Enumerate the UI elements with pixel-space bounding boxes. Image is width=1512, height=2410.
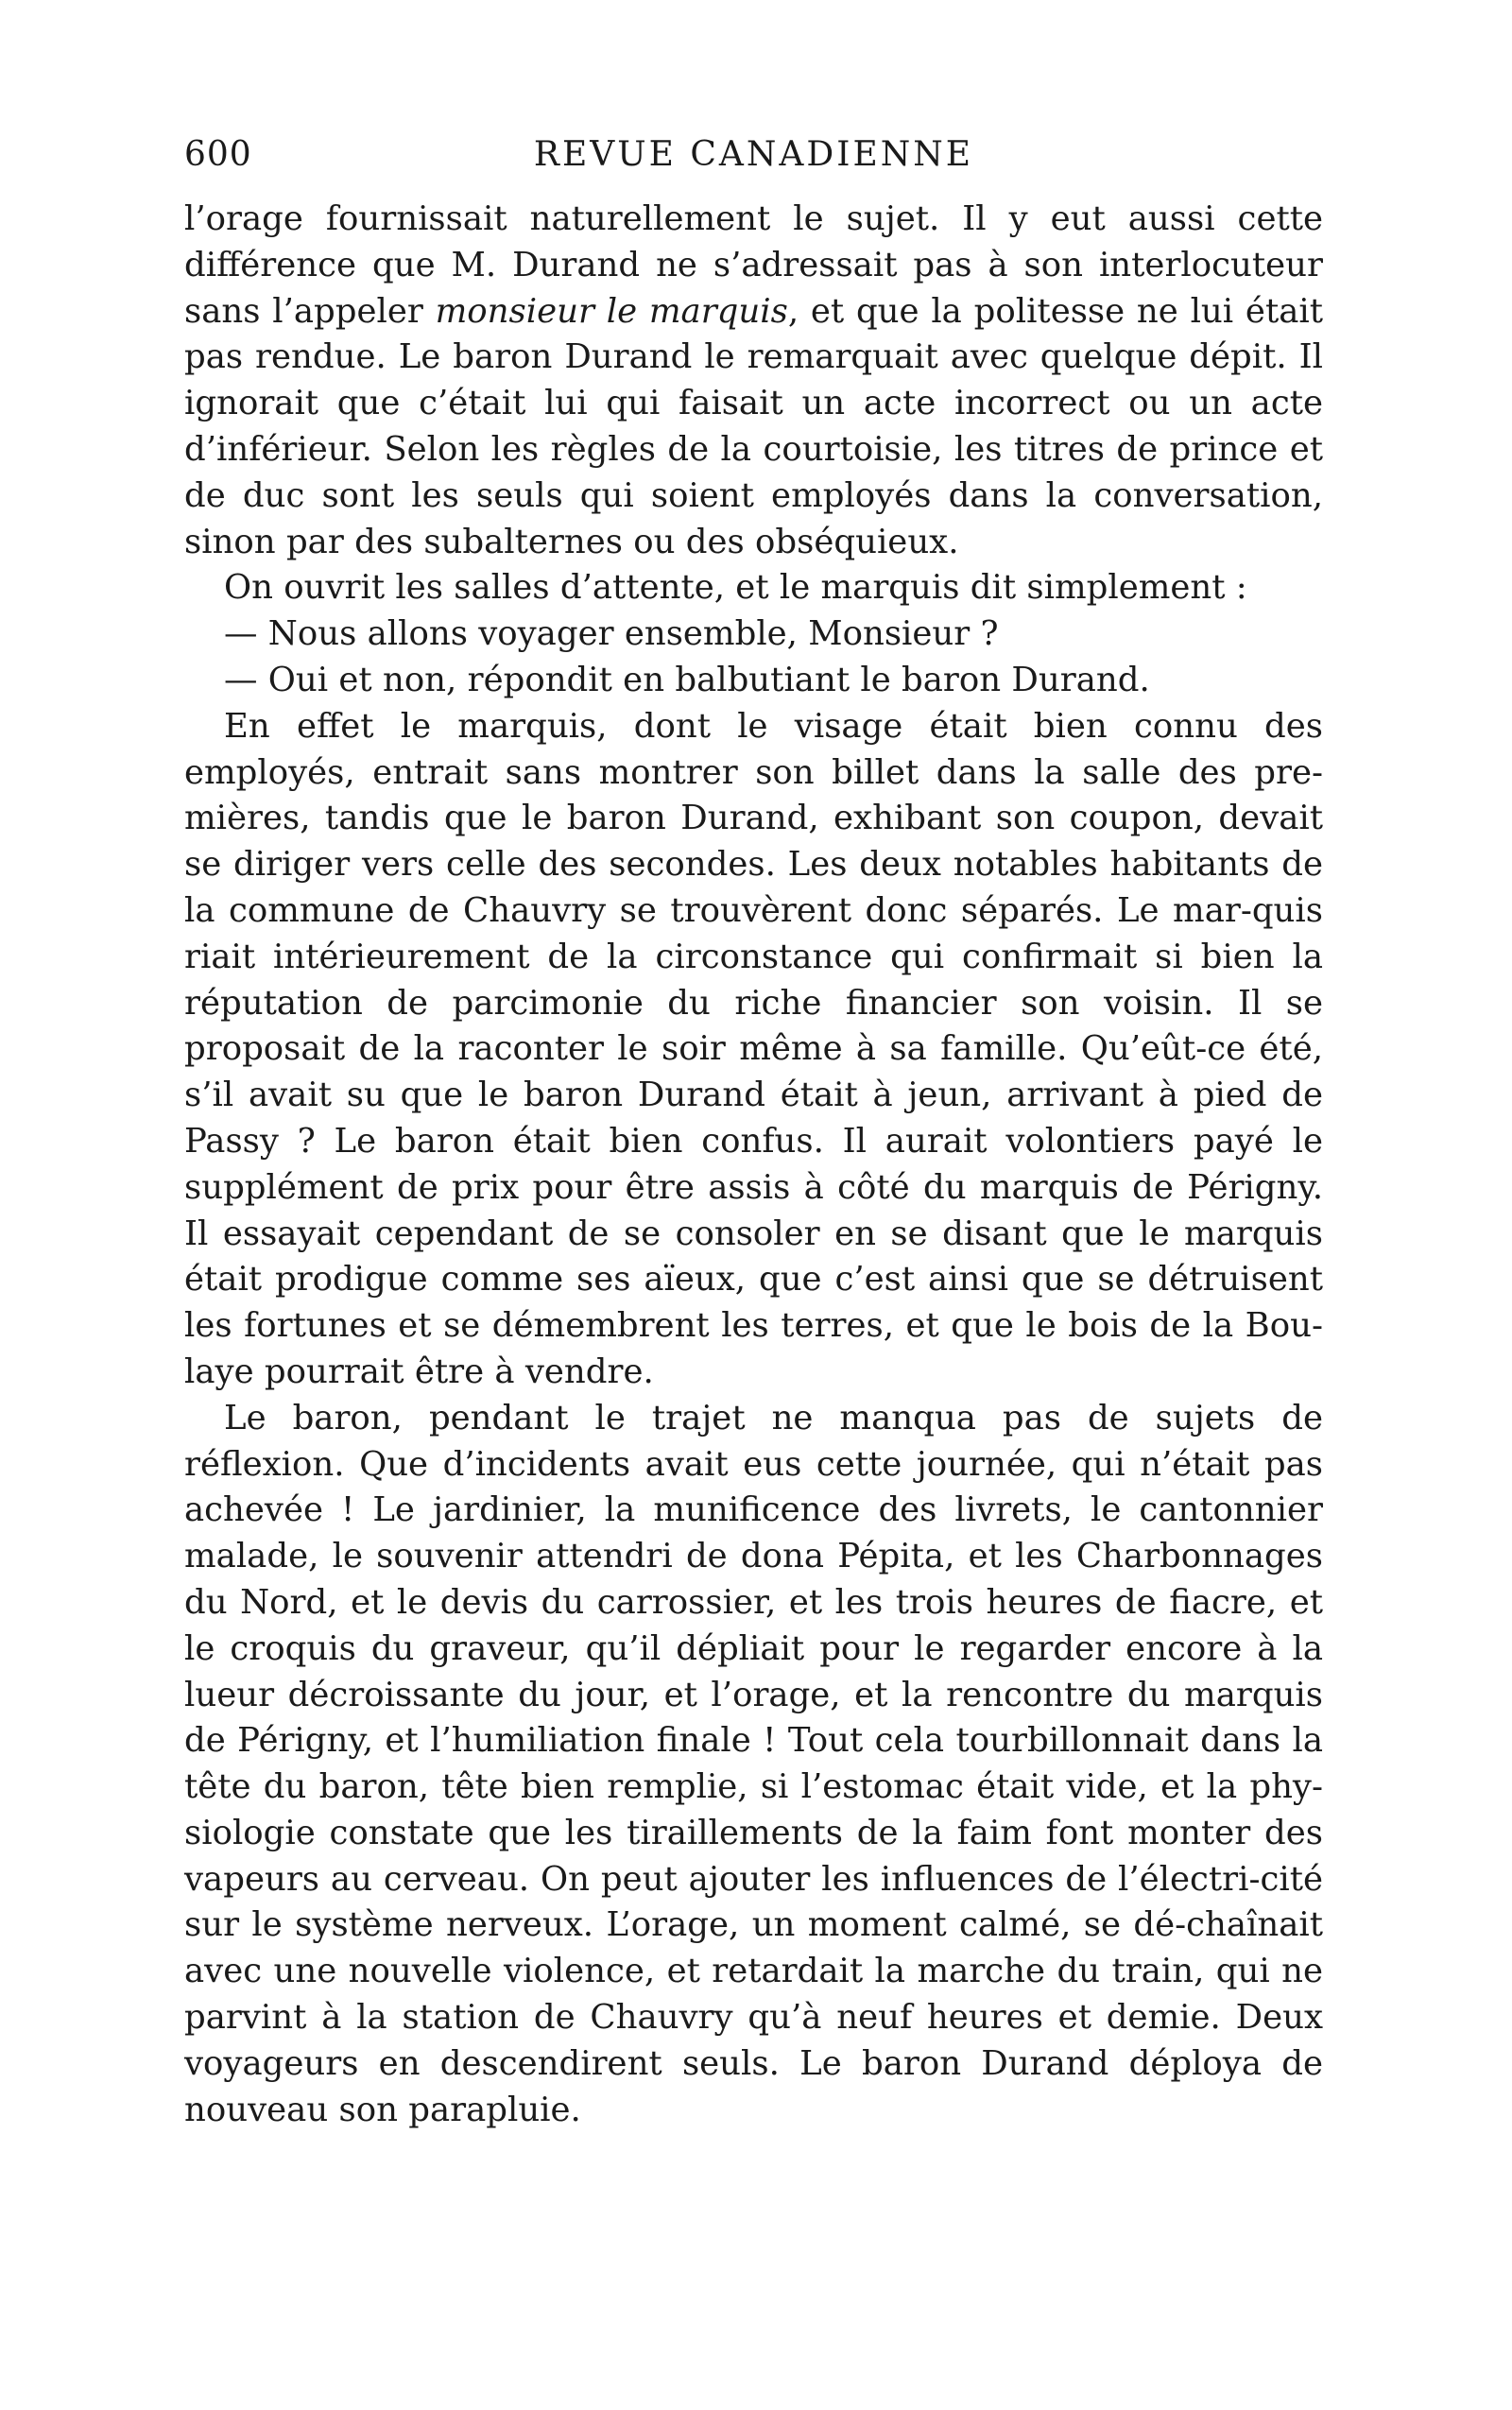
text-run: Le baron, pendant le trajet ne manqua pas de sujets de réflexion. Que d’incidents avait eus cette journée, qui n’était pas achevée ! Le jardinier, la munificence des livrets, le cantonnier malade, le souvenir attendri de dona Pépita, et les Charbonnages du Nord, et le devis du carrossier, et les trois heures de fiacre, et le croquis du graveur, qu’il dépliait pour le regarder encore à la lueur décroissante du jour, et l’orage, et la rencontre du marquis de Périgny, et l’humiliation finale ! Tout cela tourbillonnait dans la tête du baron, tête bien remplie, si l’estomac était vide, et la phy-siologie constate que les tiraillements de la faim font monter des vapeurs au cerveau. On peut ajouter les influences de l’électri-cité sur le système nerveux. L’orage, un moment calmé, se dé-chaînait avec une nouvelle violence, et retardait la marche du train, qui ne parvint à la station de Chauvry qu’à neuf heures et demie. Deux voyageurs en descendirent seuls. Le baron Durand déploya de nouveau son parapluie. <box>184 1398 1323 2129</box>
text-run: On ouvrit les salles d’attente, et le marquis dit simplement : <box>224 568 1247 608</box>
body-text <box>184 197 1323 2133</box>
paragraph-4 <box>184 1396 1323 2134</box>
page-header <box>184 132 1323 178</box>
page-number: 600 <box>184 135 252 174</box>
running-title: REVUE CANADIENNE <box>533 135 974 174</box>
text-run: , et que la politesse ne lui était pas rendue. Le baron Durand le remarquait avec quelque dépit. Il ignorait que c’était lui qui faisait un acte incorrect ou un acte d’inférieur. Selon les règles de la courtoisie, les titres de prince et de duc sont les seuls qui soient employés dans la conversation, sinon par des subalternes ou des obséquieux. <box>184 291 1323 561</box>
paragraph-1 <box>184 197 1323 565</box>
dialogue-line-2 <box>184 658 1323 704</box>
dialogue-line-1 <box>184 611 1323 658</box>
text-run: — Nous allons voyager ensemble, Monsieur ? <box>224 614 999 654</box>
paragraph-3 <box>184 704 1323 1396</box>
paragraph-2 <box>184 565 1323 611</box>
book-page <box>184 132 1323 2133</box>
text-run: — Oui et non, répondit en balbutiant le baron Durand. <box>224 660 1150 699</box>
italic-text-run: monsieur le marquis <box>435 291 788 331</box>
text-run: En effet le marquis, dont le visage était bien connu des employés, entrait sans montrer son billet dans la salle des pre-mières, tandis que le baron Durand, exhibant son coupon, devait se diriger vers celle des secondes. Les deux notables habitants de la commune de Chauvry se trouvèrent donc séparés. Le mar-quis riait intérieurement de la circonstance qui confirmait si bien la réputation de parcimonie du riche financier son voisin. Il se proposait de la raconter le soir même à sa famille. Qu’eût-ce été, s’il avait su que le baron Durand était à jeun, arrivant à pied de Passy ? Le baron était bien confus. Il aurait volontiers payé le supplément de prix pour être assis à côté du marquis de Périgny. Il essayait cependant de se consoler en se disant que le marquis était prodigue comme ses aïeux, que c’est ainsi que se détruisent les fortunes et se démembrent les terres, et que le bois de la Bou-laye pourrait être à vendre. <box>184 706 1323 1391</box>
text-run: l’orage fournissait naturellement le sujet. Il y eut aussi cette différence que M. Durand ne s’adressait pas à son interlocuteur sans l’appeler <box>184 199 1323 331</box>
